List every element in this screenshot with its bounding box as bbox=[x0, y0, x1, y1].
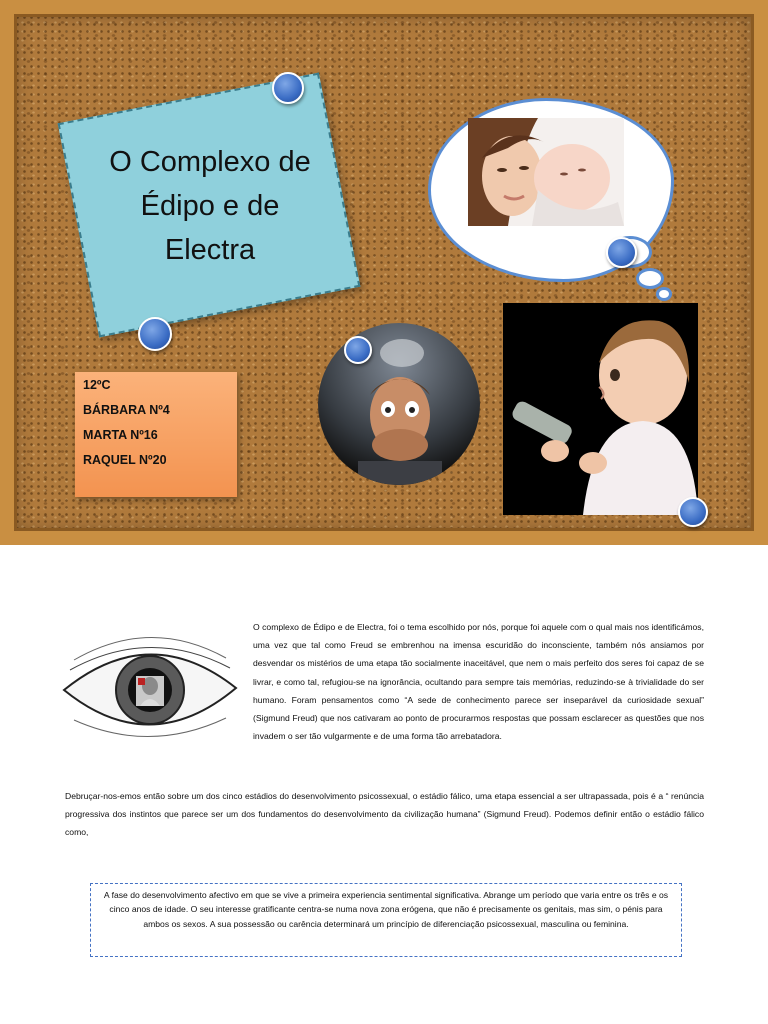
worried-man-illustration bbox=[318, 323, 480, 485]
student-card bbox=[75, 372, 237, 497]
mother-baby-photo bbox=[468, 118, 624, 226]
eye-illustration bbox=[60, 630, 240, 752]
pin-icon bbox=[272, 72, 304, 104]
class-label: 12ºC bbox=[83, 378, 111, 392]
student-name: MARTA Nº16 bbox=[83, 428, 158, 442]
second-paragraph: Debruçar-nos-emos então sobre um dos cinco estádios do desenvolvimento psicossexual, o estádio fálico, uma etapa essencial a ser ultrapassada, pois é a “ renúncia progressiva dos instintos que parece ser um dos fundamentos do desenvolvimento da civilização humana” (Sigmund Freud). Podemos definir então o estádio fálico como, bbox=[65, 791, 704, 838]
pin-icon bbox=[344, 336, 372, 364]
pin-icon bbox=[606, 237, 637, 268]
student-name: BÁRBARA Nº4 bbox=[83, 403, 170, 417]
title-line-3: Electra bbox=[164, 234, 256, 266]
definition-box bbox=[90, 883, 682, 957]
student-name: RAQUEL Nº20 bbox=[83, 453, 167, 467]
worried-man-photo bbox=[318, 323, 480, 485]
definition-text: A fase do desenvolvimento afectivo em que se vive a primeira experiencia sentimental significativa. Abrange um período que varia entre os três e os cinco anos de idade. O seu interesse gratificante centra-se numa nova zona erógena, que não é precisamente os genitais, mas sim, o pénis para ambos os sexos. A sua possessão ou carência determinará um princípio de diferenciação psicossexual, masculina ou feminina. bbox=[103, 890, 669, 929]
pin-icon bbox=[138, 317, 172, 351]
pin-icon bbox=[678, 497, 708, 527]
title-line-1: O Complexo de bbox=[109, 146, 311, 178]
page-title bbox=[90, 140, 330, 272]
intro-paragraph: O complexo de Édipo e de Electra, foi o tema escolhido por nós, porque foi aquele com o qual mais nos identificámos, uma vez que tal como Freud se embrenhou na imensa escuridão do inconsciente, também nós ansiamos por desvendar os mistérios de uma etapa tão socialmente inaceitável, que nem o mais perfeito dos seres foi capaz de se livrar, e como tal, refugiou-se na ignorância, ocultando para sempre tais memórias, reduzindo-se à trivialidade do ser humano. Foram pensamentos como “A sede de conhecimento parece ser inseparável da curiosidade sexual” (Sigmund Freud) que nos cativaram ao ponto de procurarmos respostas que possam esclarecer as questões que nos invadem o ser tão vulgarmente e de uma forma tão arrebatadora. bbox=[253, 622, 704, 742]
title-line-2: Édipo e de bbox=[140, 190, 280, 222]
child-illustration bbox=[503, 303, 698, 515]
child-remote-photo bbox=[503, 303, 698, 515]
